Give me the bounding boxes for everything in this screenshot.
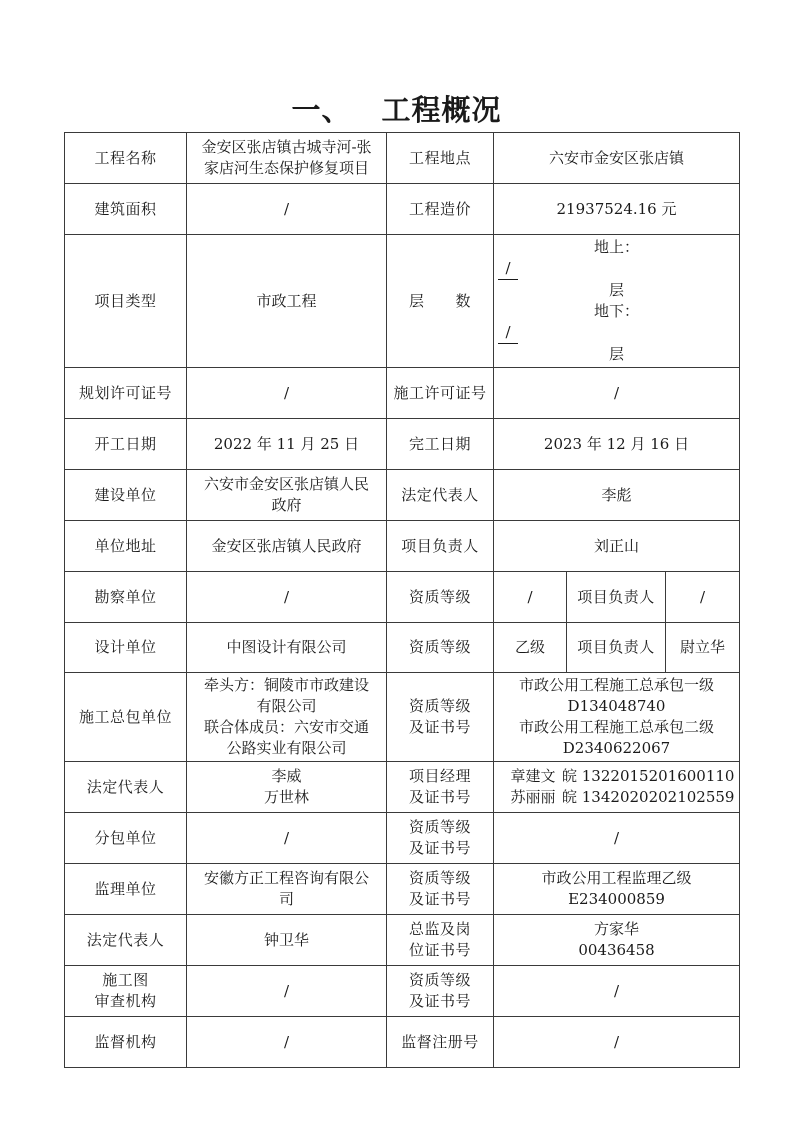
label-contractor: 施工总包单位 — [65, 673, 187, 762]
value-contractor-grade — [494, 673, 740, 762]
manager-name: 苏丽丽 — [510, 788, 556, 806]
manager-cert: 皖 1342020202102559 — [562, 788, 735, 806]
label-builder-rep: 法定代表人 — [387, 470, 494, 521]
value-floors — [494, 235, 740, 368]
label-floors: 层 数 — [387, 235, 494, 368]
label-line: 及证书号 — [408, 890, 471, 908]
title-number: 一、 — [291, 93, 352, 127]
row-monitor — [65, 1017, 740, 1068]
value-end-date: 2023 年 12 月 16 日 — [494, 419, 740, 470]
floors-above — [498, 237, 735, 301]
manager-cert: 皖 1322015201600110 — [562, 767, 735, 785]
label-contractor-grade — [387, 673, 494, 762]
label-project-location: 工程地点 — [387, 133, 494, 184]
value-project-manager — [494, 762, 740, 813]
label-design: 设计单位 — [65, 623, 187, 673]
manager-entry — [504, 766, 735, 787]
label-start-date: 开工日期 — [65, 419, 187, 470]
value-line: 有限公司 — [256, 697, 317, 715]
label-line: 及证书号 — [408, 788, 471, 806]
label-type: 项目类型 — [65, 235, 187, 368]
floors-below-prefix: 地下： — [594, 302, 640, 320]
value-chief-supervisor — [494, 915, 740, 966]
value-project-name — [187, 133, 387, 184]
label-end-date: 完工日期 — [387, 419, 494, 470]
label-review-grade — [387, 966, 494, 1017]
row-address — [65, 521, 740, 572]
value-area: / — [187, 184, 387, 235]
value-line: 00436458 — [578, 941, 655, 959]
value-line: 六安市金安区张店镇人民 — [203, 475, 369, 493]
label-line: 位证书号 — [408, 941, 471, 959]
title-text: 工程概况 — [381, 93, 502, 127]
value-line: 家店河生态保护修复项目 — [203, 159, 369, 177]
row-review — [65, 966, 740, 1017]
value-line: 市政公用工程监理乙级 — [541, 869, 692, 887]
label-line: 审查机构 — [94, 992, 157, 1010]
row-dates — [65, 419, 740, 470]
label-review — [65, 966, 187, 1017]
value-design-grade: 乙级 — [494, 623, 567, 673]
label-line: 施工图 — [102, 971, 149, 989]
label-supervision: 监理单位 — [65, 864, 187, 915]
value-builder — [187, 470, 387, 521]
row-plan-permit — [65, 368, 740, 419]
page-title — [0, 88, 793, 129]
label-line: 资质等级 — [408, 697, 471, 715]
value-line: 牵头方：铜陵市市政建设 — [203, 676, 369, 694]
value-line: 金安区张店镇古城寺河-张 — [201, 138, 372, 156]
value-line: D2340622067 — [562, 739, 671, 757]
row-subcontract — [65, 813, 740, 864]
value-review: / — [187, 966, 387, 1017]
floors-unit: 层 — [609, 345, 625, 363]
floors-below-value: / — [498, 322, 518, 344]
label-project-manager — [387, 762, 494, 813]
label-survey-grade: 资质等级 — [387, 572, 494, 623]
value-contractor — [187, 673, 387, 762]
floors-above-prefix: 地上： — [594, 238, 640, 256]
value-monitor: / — [187, 1017, 387, 1068]
value-monitor-reg: / — [494, 1017, 740, 1068]
row-area — [65, 184, 740, 235]
label-monitor: 监督机构 — [65, 1017, 187, 1068]
value-line: 万世林 — [263, 788, 309, 806]
value-cost: 21937524.16 元 — [494, 184, 740, 235]
value-subcontract-grade: / — [494, 813, 740, 864]
floors-above-value: / — [498, 258, 518, 280]
label-supervision-rep: 法定代表人 — [65, 915, 187, 966]
label-project-lead: 项目负责人 — [387, 521, 494, 572]
value-plan-permit: / — [187, 368, 387, 419]
label-subcontract: 分包单位 — [65, 813, 187, 864]
label-line: 及证书号 — [408, 718, 471, 736]
value-build-permit: / — [494, 368, 740, 419]
label-plan-permit: 规划许可证号 — [65, 368, 187, 419]
value-line: 李威 — [271, 767, 302, 785]
label-supervision-grade — [387, 864, 494, 915]
value-review-grade: / — [494, 966, 740, 1017]
value-survey-lead: / — [666, 572, 740, 623]
row-type — [65, 235, 740, 368]
value-builder-rep: 李彪 — [494, 470, 740, 521]
value-line: 公路实业有限公司 — [226, 739, 347, 757]
row-supervision — [65, 864, 740, 915]
label-monitor-reg: 监督注册号 — [387, 1017, 494, 1068]
value-supervision-rep: 钟卫华 — [187, 915, 387, 966]
value-start-date: 2022 年 11 月 25 日 — [187, 419, 387, 470]
value-project-location: 六安市金安区张店镇 — [494, 133, 740, 184]
row-project-name — [65, 133, 740, 184]
value-line: 市政公用工程施工总承包一级 — [519, 676, 715, 694]
label-design-lead: 项目负责人 — [567, 623, 666, 673]
value-design-lead: 尉立华 — [666, 623, 740, 673]
row-supervision-rep — [65, 915, 740, 966]
value-survey: / — [187, 572, 387, 623]
row-design — [65, 623, 740, 673]
label-contractor-rep: 法定代表人 — [65, 762, 187, 813]
label-line: 资质等级 — [408, 818, 471, 836]
value-line: 安徽方正工程咨询有限公 — [203, 869, 369, 887]
label-line: 及证书号 — [408, 839, 471, 857]
label-survey-lead: 项目负责人 — [567, 572, 666, 623]
value-survey-grade: / — [494, 572, 567, 623]
value-type: 市政工程 — [187, 235, 387, 368]
value-contractor-rep — [187, 762, 387, 813]
value-address: 金安区张店镇人民政府 — [187, 521, 387, 572]
label-line: 资质等级 — [408, 971, 471, 989]
value-line: D134048740 — [567, 697, 666, 715]
row-survey — [65, 572, 740, 623]
label-build-permit: 施工许可证号 — [387, 368, 494, 419]
row-contractor-rep — [65, 762, 740, 813]
value-design: 中图设计有限公司 — [187, 623, 387, 673]
value-supervision — [187, 864, 387, 915]
label-line: 项目经理 — [408, 767, 471, 785]
value-line: 市政公用工程施工总承包二级 — [519, 718, 715, 736]
project-overview-table — [64, 132, 740, 1068]
row-contractor — [65, 673, 740, 762]
floors-below — [498, 301, 735, 365]
value-line: E234000859 — [568, 890, 665, 908]
label-project-name: 工程名称 — [65, 133, 187, 184]
value-line: 司 — [278, 890, 294, 908]
manager-entry — [504, 787, 735, 808]
value-supervision-grade — [494, 864, 740, 915]
label-address: 单位地址 — [65, 521, 187, 572]
manager-name: 章建文 — [510, 767, 556, 785]
value-line: 方家华 — [594, 920, 640, 938]
label-area: 建筑面积 — [65, 184, 187, 235]
value-line: 政府 — [271, 496, 302, 514]
floors-unit: 层 — [609, 281, 625, 299]
label-line: 及证书号 — [408, 992, 471, 1010]
label-builder: 建设单位 — [65, 470, 187, 521]
label-survey: 勘察单位 — [65, 572, 187, 623]
label-cost: 工程造价 — [387, 184, 494, 235]
label-line: 资质等级 — [408, 869, 471, 887]
value-subcontract: / — [187, 813, 387, 864]
label-chief-supervisor — [387, 915, 494, 966]
label-line: 总监及岗 — [408, 920, 471, 938]
value-project-lead: 刘正山 — [494, 521, 740, 572]
label-subcontract-grade — [387, 813, 494, 864]
value-line: 联合体成员：六安市交通 — [203, 718, 369, 736]
row-builder — [65, 470, 740, 521]
label-design-grade: 资质等级 — [387, 623, 494, 673]
